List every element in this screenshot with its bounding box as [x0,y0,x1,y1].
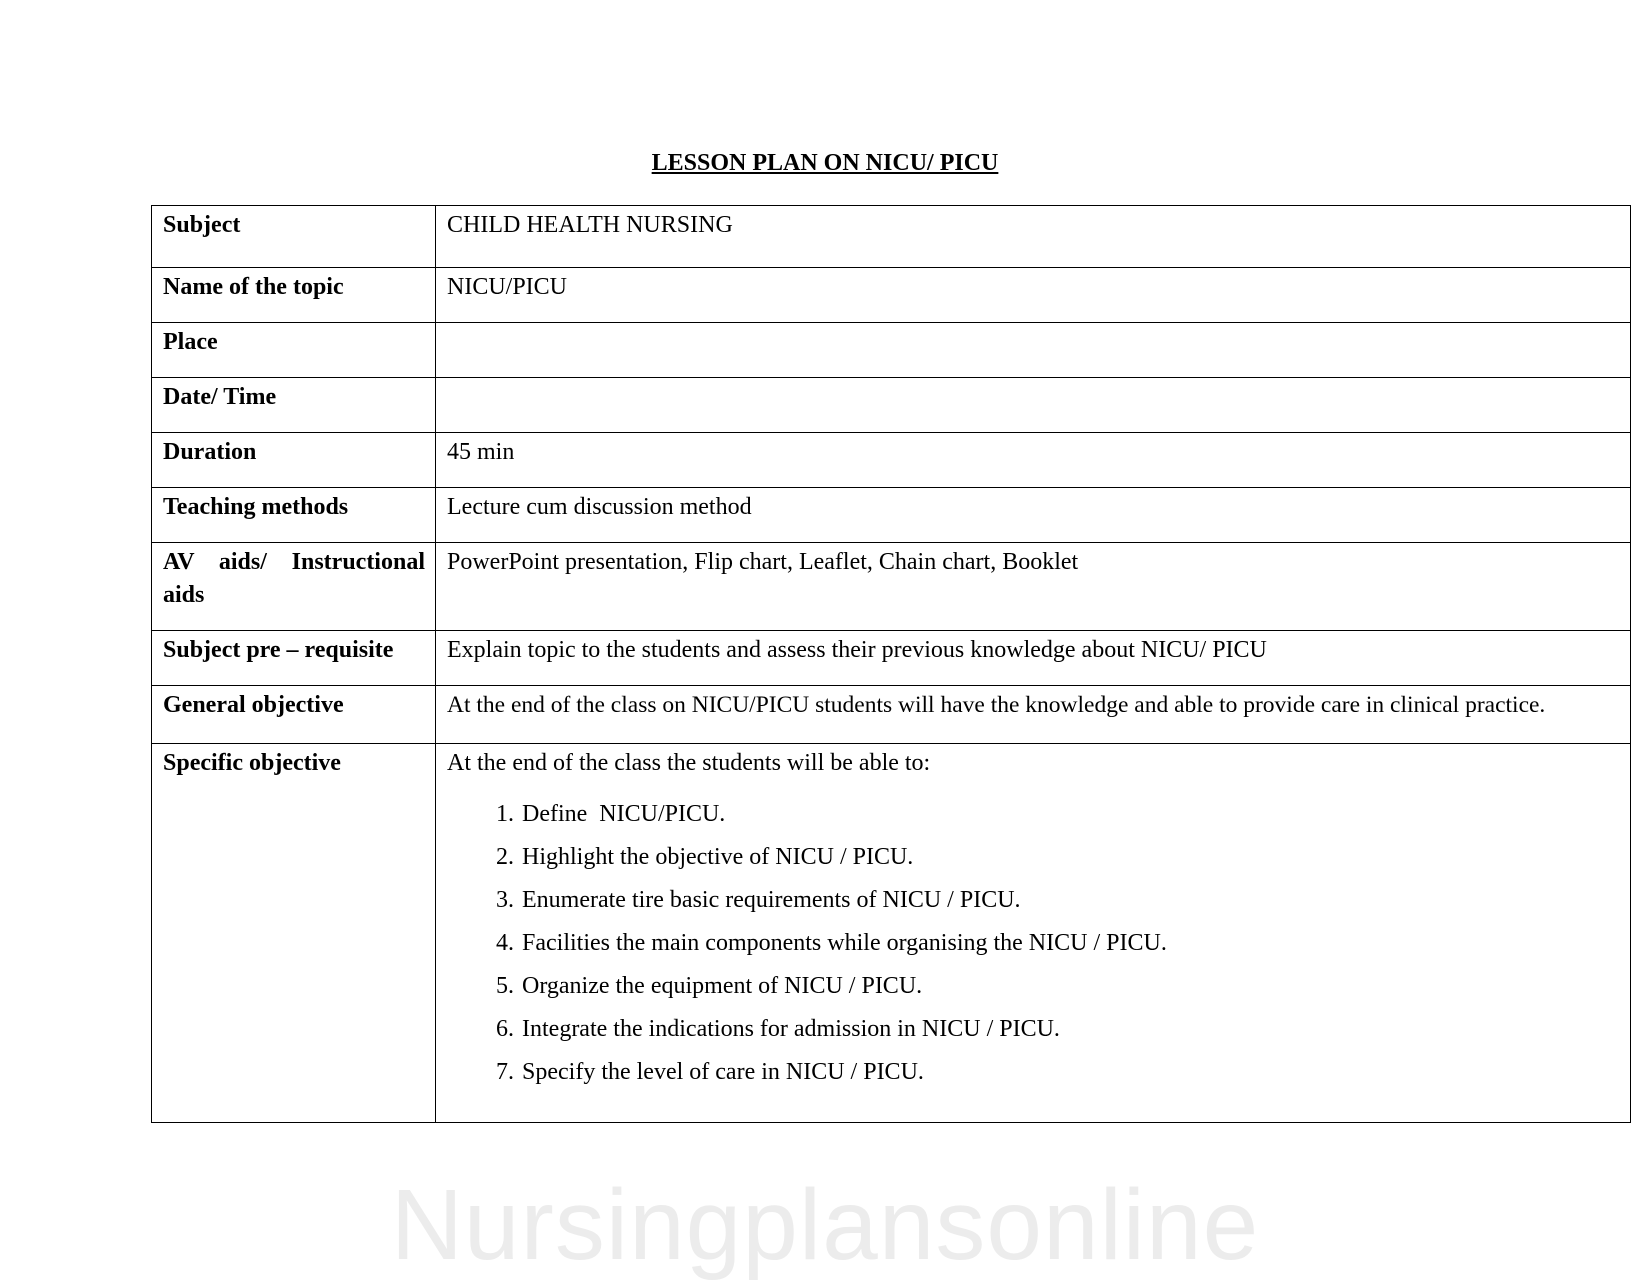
row-value-prerequisite: Explain topic to the students and assess their previous knowledge about NICU/ PICU [436,631,1631,686]
table-row-place [152,323,1631,378]
list-item-number: 1. [496,801,514,827]
row-label-topic: Name of the topic [152,268,436,323]
row-label-general-objective: General objective [152,686,436,744]
table-row-subject [152,206,1631,268]
table-row-av-aids [152,543,1631,631]
list-item-number: 2. [496,844,514,870]
list-item-text: Integrate the indications for admission in NICU / PICU. [522,1016,1060,1042]
list-item-number: 4. [496,930,514,956]
list-item-text: Highlight the objective of NICU / PICU. [522,844,914,870]
table-row-methods [152,488,1631,543]
specific-objective-list [447,798,1620,1089]
row-label-subject: Subject [152,206,436,268]
page-title: LESSON PLAN ON NICU/ PICU [651,150,999,176]
row-value-specific-objective [436,744,1631,1123]
row-label-prerequisite: Subject pre – requisite [152,631,436,686]
table-row-general-objective [152,686,1631,744]
list-item [496,884,1620,917]
table-row-topic [152,268,1631,323]
list-item [496,927,1620,960]
list-item [496,1013,1620,1046]
list-item-text: Organize the equipment of NICU / PICU. [522,973,923,999]
row-value-datetime [436,378,1631,433]
table-row-datetime [152,378,1631,433]
list-item [496,1056,1620,1089]
list-item-text: Facilities the main components while organising the NICU / PICU. [522,930,1167,956]
row-label-place: Place [152,323,436,378]
row-value-methods: Lecture cum discussion method [436,488,1631,543]
row-label-specific-objective: Specific objective [152,744,436,1123]
list-item-number: 3. [496,887,514,913]
table-row-specific-objective [152,744,1631,1123]
row-label-av-aids: AV aids/ Instructional aids [152,543,436,631]
list-item-number: 7. [496,1059,514,1085]
row-label-datetime: Date/ Time [152,378,436,433]
list-item-number: 6. [496,1016,514,1042]
watermark: Nursingplansonline [390,1169,1260,1281]
list-item-text: Define NICU/PICU. [522,801,726,827]
specific-objective-intro: At the end of the class the students will be able to: [447,750,931,776]
row-value-subject: CHILD HEALTH NURSING [436,206,1631,268]
row-value-general-objective: At the end of the class on NICU/PICU students will have the knowledge and able to provide care in clinical practice. [436,686,1631,744]
row-label-methods: Teaching methods [152,488,436,543]
list-item-number: 5. [496,973,514,999]
row-value-duration: 45 min [436,433,1631,488]
list-item-text: Enumerate tire basic requirements of NICU / PICU. [522,887,1021,913]
row-value-topic: NICU/PICU [436,268,1631,323]
list-item [496,841,1620,874]
list-item-text: Specify the level of care in NICU / PICU. [522,1059,924,1085]
row-value-av-aids: PowerPoint presentation, Flip chart, Leaflet, Chain chart, Booklet [436,543,1631,631]
list-item [496,798,1620,831]
list-item [496,970,1620,1003]
table-row-duration [152,433,1631,488]
table-row-prerequisite [152,631,1631,686]
lesson-plan-table [151,205,1631,1123]
row-label-duration: Duration [152,433,436,488]
row-value-place [436,323,1631,378]
